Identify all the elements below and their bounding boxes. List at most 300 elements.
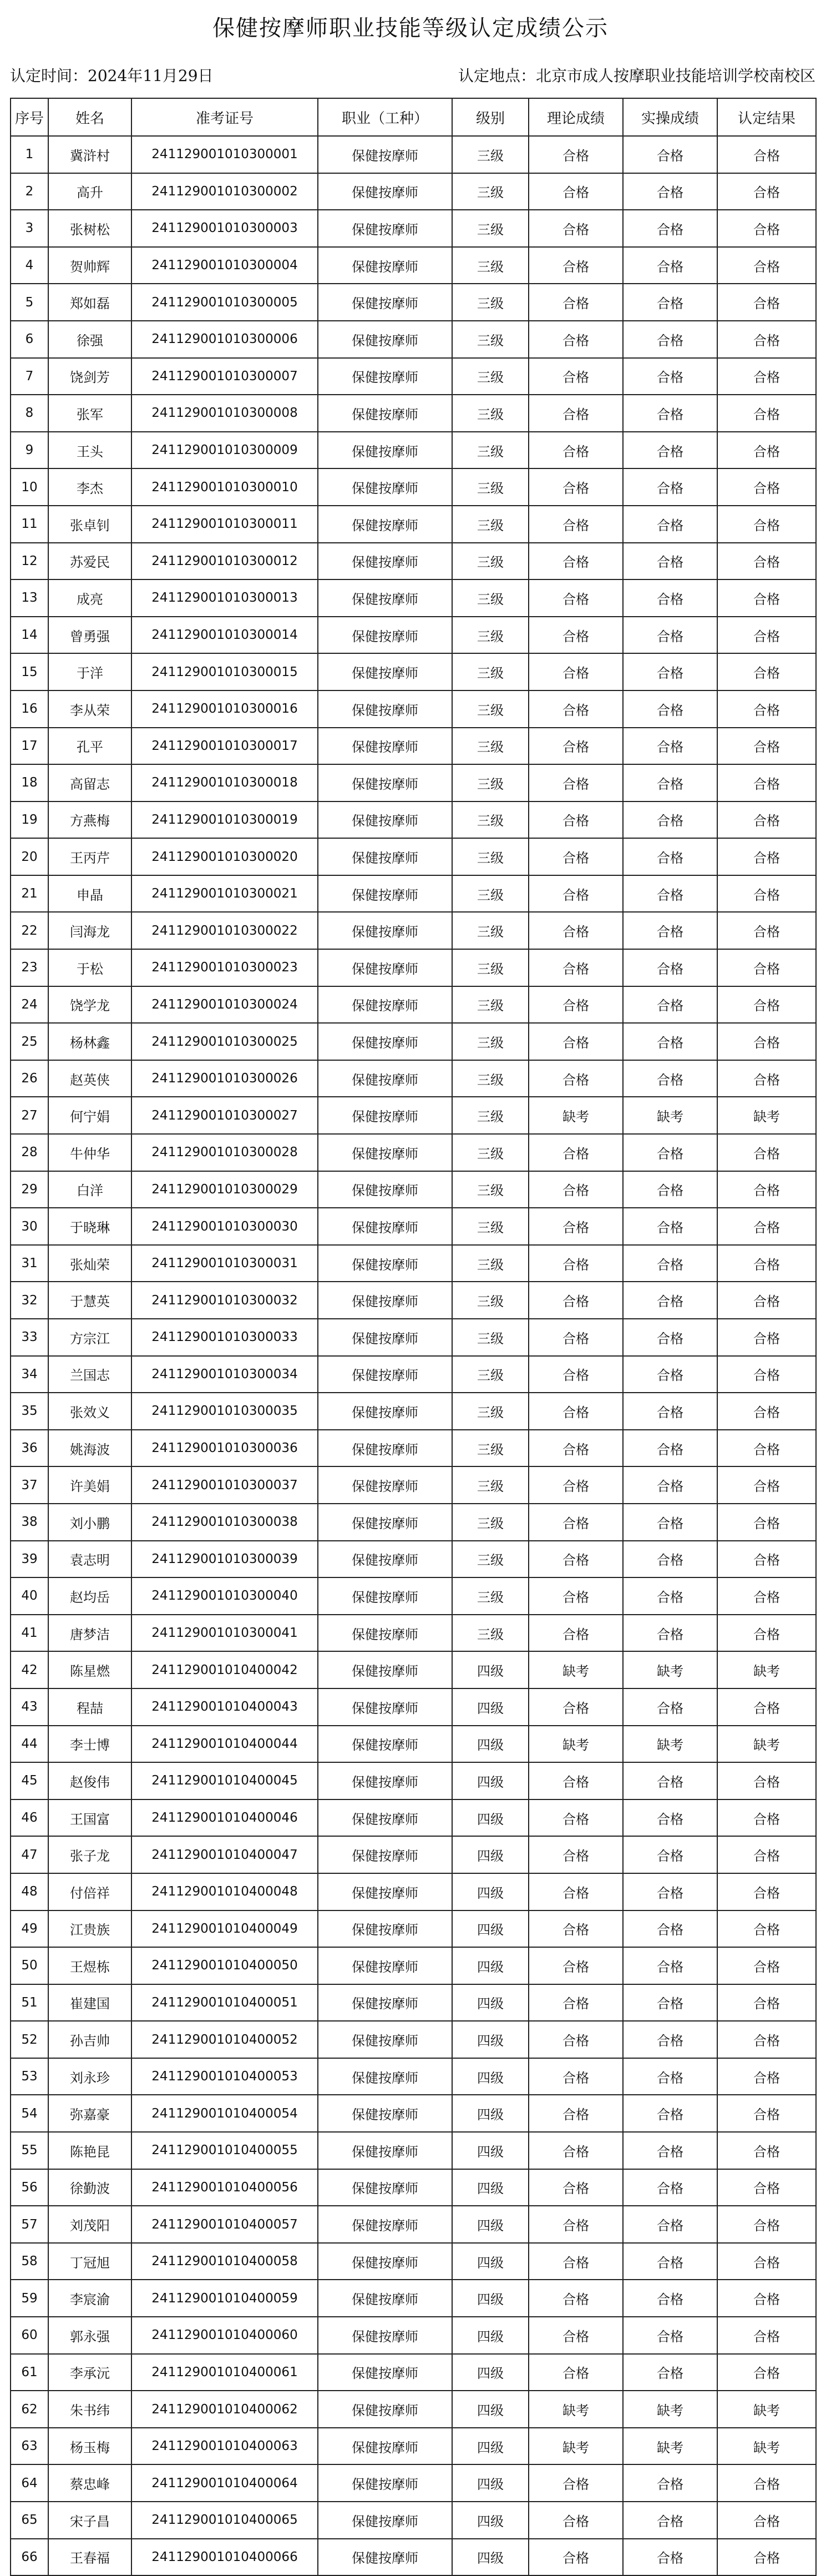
- cell-theory: 合格: [529, 617, 623, 654]
- cell-level: 四级: [452, 2206, 529, 2243]
- cell-index: 4: [11, 247, 48, 284]
- cell-practical: 合格: [623, 1504, 717, 1541]
- cell-theory: 合格: [529, 2243, 623, 2280]
- cell-level: 四级: [452, 1947, 529, 1984]
- cell-theory: 合格: [529, 690, 623, 728]
- table-row: [11, 1356, 816, 1393]
- table-row: [11, 1947, 816, 1984]
- cell-level: 四级: [452, 1836, 529, 1873]
- cell-name: 王煜栋: [48, 1947, 131, 1984]
- cell-result: 合格: [717, 247, 816, 284]
- cell-result: 合格: [717, 1504, 816, 1541]
- cell-cert-number: 241129001010300028: [131, 1134, 318, 1171]
- cell-index: 60: [11, 2317, 48, 2354]
- cell-cert-number: 241129001010300014: [131, 617, 318, 654]
- cell-theory: 合格: [529, 358, 623, 395]
- cell-index: 46: [11, 1799, 48, 1837]
- cell-occupation: 保健按摩师: [318, 1171, 452, 1208]
- cell-index: 1: [11, 136, 48, 173]
- cell-theory: 合格: [529, 1245, 623, 1282]
- cell-cert-number: 241129001010400059: [131, 2280, 318, 2317]
- table-row: [11, 1577, 816, 1615]
- cell-cert-number: 241129001010400058: [131, 2243, 318, 2280]
- cell-theory: 合格: [529, 247, 623, 284]
- cell-level: 三级: [452, 395, 529, 432]
- cell-theory: 合格: [529, 395, 623, 432]
- cell-occupation: 保健按摩师: [318, 2354, 452, 2391]
- cell-theory: 合格: [529, 875, 623, 913]
- cell-occupation: 保健按摩师: [318, 395, 452, 432]
- cell-practical: 合格: [623, 1984, 717, 2022]
- table-row: [11, 764, 816, 801]
- cell-occupation: 保健按摩师: [318, 210, 452, 247]
- cell-name: 于慧英: [48, 1282, 131, 1319]
- cell-name: 贺帅辉: [48, 247, 131, 284]
- cell-practical: 合格: [623, 1208, 717, 1245]
- cell-occupation: 保健按摩师: [318, 1319, 452, 1356]
- cell-name: 赵英侠: [48, 1060, 131, 1097]
- cell-index: 59: [11, 2280, 48, 2317]
- header-cert-number: 准考证号: [131, 98, 318, 136]
- cell-index: 56: [11, 2169, 48, 2206]
- cell-practical: 合格: [623, 136, 717, 173]
- cell-occupation: 保健按摩师: [318, 1282, 452, 1319]
- cell-occupation: 保健按摩师: [318, 912, 452, 949]
- cell-practical: 合格: [623, 210, 717, 247]
- cell-cert-number: 241129001010300023: [131, 949, 318, 986]
- cell-theory: 合格: [529, 2502, 623, 2539]
- cell-result: 合格: [717, 321, 816, 358]
- cell-cert-number: 241129001010400050: [131, 1947, 318, 1984]
- cell-result: 合格: [717, 653, 816, 690]
- table-row: [11, 1726, 816, 1763]
- cell-practical: 合格: [623, 1171, 717, 1208]
- header-theory: 理论成绩: [529, 98, 623, 136]
- cell-theory: 合格: [529, 912, 623, 949]
- table-row: [11, 543, 816, 580]
- cell-name: 付倍祥: [48, 1873, 131, 1910]
- cell-result: 合格: [717, 949, 816, 986]
- table-row: [11, 1910, 816, 1948]
- table-row: [11, 1541, 816, 1578]
- cell-level: 三级: [452, 1356, 529, 1393]
- cell-level: 三级: [452, 284, 529, 321]
- cell-cert-number: 241129001010300035: [131, 1393, 318, 1430]
- table-row: [11, 468, 816, 506]
- cell-practical: 合格: [623, 1060, 717, 1097]
- cell-name: 于洋: [48, 653, 131, 690]
- cell-occupation: 保健按摩师: [318, 1947, 452, 1984]
- cell-result: 合格: [717, 1541, 816, 1578]
- cell-result: 合格: [717, 1430, 816, 1467]
- cell-theory: 合格: [529, 1873, 623, 1910]
- cell-theory: 合格: [529, 173, 623, 210]
- cell-theory: 合格: [529, 1208, 623, 1245]
- cell-practical: 缺考: [623, 1726, 717, 1763]
- cell-theory: 合格: [529, 136, 623, 173]
- cell-practical: 合格: [623, 1356, 717, 1393]
- cell-practical: 合格: [623, 986, 717, 1024]
- cell-occupation: 保健按摩师: [318, 1356, 452, 1393]
- cell-result: 缺考: [717, 1097, 816, 1134]
- cell-index: 14: [11, 617, 48, 654]
- cell-name: 兰国志: [48, 1356, 131, 1393]
- cell-level: 三级: [452, 838, 529, 875]
- cell-occupation: 保健按摩师: [318, 579, 452, 617]
- cell-result: 合格: [717, 912, 816, 949]
- cell-cert-number: 241129001010300010: [131, 468, 318, 506]
- cell-cert-number: 241129001010400053: [131, 2058, 318, 2095]
- cell-index: 43: [11, 1688, 48, 1726]
- cell-result: 合格: [717, 1319, 816, 1356]
- table-row: [11, 986, 816, 1024]
- cell-index: 53: [11, 2058, 48, 2095]
- cell-index: 18: [11, 764, 48, 801]
- cell-cert-number: 241129001010400062: [131, 2391, 318, 2428]
- cell-occupation: 保健按摩师: [318, 2058, 452, 2095]
- cell-occupation: 保健按摩师: [318, 543, 452, 580]
- cell-practical: 合格: [623, 2464, 717, 2502]
- cell-level: 三级: [452, 1430, 529, 1467]
- cell-index: 55: [11, 2132, 48, 2169]
- table-row: [11, 1762, 816, 1799]
- cell-occupation: 保健按摩师: [318, 358, 452, 395]
- cell-name: 张子龙: [48, 1836, 131, 1873]
- cell-result: 合格: [717, 506, 816, 543]
- cell-result: 合格: [717, 136, 816, 173]
- cell-result: 合格: [717, 1356, 816, 1393]
- cell-cert-number: 241129001010400043: [131, 1688, 318, 1726]
- cell-occupation: 保健按摩师: [318, 1060, 452, 1097]
- cell-theory: 合格: [529, 1910, 623, 1948]
- cell-index: 22: [11, 912, 48, 949]
- cell-practical: 合格: [623, 2354, 717, 2391]
- cell-theory: 合格: [529, 838, 623, 875]
- cell-index: 66: [11, 2539, 48, 2576]
- cell-practical: 合格: [623, 764, 717, 801]
- cell-theory: 合格: [529, 1762, 623, 1799]
- cell-cert-number: 241129001010300001: [131, 136, 318, 173]
- cell-result: 合格: [717, 2206, 816, 2243]
- table-body: [11, 136, 816, 2575]
- table-row: [11, 653, 816, 690]
- table-row: [11, 1799, 816, 1837]
- cell-cert-number: 241129001010300003: [131, 210, 318, 247]
- cell-name: 孔平: [48, 728, 131, 765]
- table-row: [11, 1319, 816, 1356]
- cell-theory: 合格: [529, 2280, 623, 2317]
- cell-theory: 合格: [529, 1947, 623, 1984]
- cell-result: 合格: [717, 543, 816, 580]
- cell-name: 李承沅: [48, 2354, 131, 2391]
- cell-name: 郭永强: [48, 2317, 131, 2354]
- header-occupation: 职业（工种）: [318, 98, 452, 136]
- cell-cert-number: 241129001010300009: [131, 432, 318, 469]
- table-row: [11, 2132, 816, 2169]
- cell-name: 高留志: [48, 764, 131, 801]
- cell-level: 四级: [452, 1910, 529, 1948]
- cell-practical: 合格: [623, 1023, 717, 1060]
- cell-level: 四级: [452, 2428, 529, 2465]
- cell-cert-number: 241129001010400044: [131, 1726, 318, 1763]
- cell-theory: 合格: [529, 986, 623, 1024]
- cell-cert-number: 241129001010300006: [131, 321, 318, 358]
- cell-name: 赵均岳: [48, 1577, 131, 1615]
- cell-occupation: 保健按摩师: [318, 321, 452, 358]
- cell-theory: 合格: [529, 1171, 623, 1208]
- cell-occupation: 保健按摩师: [318, 1245, 452, 1282]
- cell-index: 5: [11, 284, 48, 321]
- cell-cert-number: 241129001010400054: [131, 2095, 318, 2132]
- cell-result: 合格: [717, 2502, 816, 2539]
- cell-occupation: 保健按摩师: [318, 617, 452, 654]
- cell-name: 陈艳昆: [48, 2132, 131, 2169]
- cell-name: 弥嘉豪: [48, 2095, 131, 2132]
- cell-cert-number: 241129001010300027: [131, 1097, 318, 1134]
- cell-level: 三级: [452, 1097, 529, 1134]
- cell-index: 58: [11, 2243, 48, 2280]
- cell-name: 刘茂阳: [48, 2206, 131, 2243]
- cell-result: 合格: [717, 173, 816, 210]
- cell-index: 45: [11, 1762, 48, 1799]
- table-row: [11, 2317, 816, 2354]
- cell-theory: 合格: [529, 2095, 623, 2132]
- cell-occupation: 保健按摩师: [318, 173, 452, 210]
- cell-name: 崔建国: [48, 1984, 131, 2022]
- cell-name: 李宸渝: [48, 2280, 131, 2317]
- cell-name: 李士博: [48, 1726, 131, 1763]
- cell-occupation: 保健按摩师: [318, 284, 452, 321]
- results-table: [10, 98, 817, 2576]
- cell-level: 三级: [452, 247, 529, 284]
- cell-practical: 合格: [623, 653, 717, 690]
- cell-occupation: 保健按摩师: [318, 468, 452, 506]
- cell-cert-number: 241129001010300015: [131, 653, 318, 690]
- cell-cert-number: 241129001010400060: [131, 2317, 318, 2354]
- cell-level: 四级: [452, 2058, 529, 2095]
- cell-cert-number: 241129001010300018: [131, 764, 318, 801]
- cell-theory: 合格: [529, 653, 623, 690]
- cell-practical: 合格: [623, 2095, 717, 2132]
- cell-theory: 合格: [529, 284, 623, 321]
- cell-index: 48: [11, 1873, 48, 1910]
- cell-cert-number: 241129001010400051: [131, 1984, 318, 2022]
- cell-occupation: 保健按摩师: [318, 1504, 452, 1541]
- cell-level: 四级: [452, 2502, 529, 2539]
- cell-name: 王国富: [48, 1799, 131, 1837]
- cell-theory: 合格: [529, 764, 623, 801]
- cell-level: 三级: [452, 506, 529, 543]
- cell-result: 合格: [717, 2464, 816, 2502]
- cell-level: 三级: [452, 617, 529, 654]
- cell-practical: 合格: [623, 2058, 717, 2095]
- cell-index: 21: [11, 875, 48, 913]
- cell-name: 孙吉帅: [48, 2021, 131, 2058]
- cell-index: 36: [11, 1430, 48, 1467]
- cell-result: 合格: [717, 617, 816, 654]
- table-row: [11, 1984, 816, 2022]
- cell-level: 三级: [452, 1282, 529, 1319]
- cell-result: 缺考: [717, 1651, 816, 1688]
- cell-name: 丁冠旭: [48, 2243, 131, 2280]
- cell-level: 三级: [452, 432, 529, 469]
- cell-occupation: 保健按摩师: [318, 247, 452, 284]
- cell-index: 16: [11, 690, 48, 728]
- cell-result: 合格: [717, 2317, 816, 2354]
- cell-level: 四级: [452, 2169, 529, 2206]
- cell-level: 三级: [452, 1245, 529, 1282]
- cell-occupation: 保健按摩师: [318, 2502, 452, 2539]
- cell-result: 合格: [717, 1466, 816, 1504]
- table-row: [11, 284, 816, 321]
- cell-name: 张军: [48, 395, 131, 432]
- cell-theory: 合格: [529, 579, 623, 617]
- cell-level: 四级: [452, 2354, 529, 2391]
- cell-result: 合格: [717, 1615, 816, 1652]
- cell-index: 57: [11, 2206, 48, 2243]
- exam-info: [0, 52, 821, 98]
- cell-result: 合格: [717, 2354, 816, 2391]
- cell-practical: 合格: [623, 1245, 717, 1282]
- cell-cert-number: 241129001010400061: [131, 2354, 318, 2391]
- cell-level: 三级: [452, 653, 529, 690]
- table-row: [11, 838, 816, 875]
- cell-occupation: 保健按摩师: [318, 2095, 452, 2132]
- cell-theory: 合格: [529, 432, 623, 469]
- cell-occupation: 保健按摩师: [318, 1541, 452, 1578]
- cell-name: 牛仲华: [48, 1134, 131, 1171]
- cell-index: 19: [11, 801, 48, 839]
- cell-occupation: 保健按摩师: [318, 2539, 452, 2576]
- cell-result: 合格: [717, 1984, 816, 2022]
- cell-result: 缺考: [717, 2428, 816, 2465]
- cell-theory: 合格: [529, 1134, 623, 1171]
- cell-cert-number: 241129001010300025: [131, 1023, 318, 1060]
- table-row: [11, 949, 816, 986]
- cell-name: 于晓琳: [48, 1208, 131, 1245]
- table-row: [11, 1208, 816, 1245]
- cell-name: 袁志明: [48, 1541, 131, 1578]
- cell-practical: 合格: [623, 728, 717, 765]
- cell-occupation: 保健按摩师: [318, 1651, 452, 1688]
- cell-practical: 合格: [623, 2280, 717, 2317]
- table-row: [11, 1615, 816, 1652]
- cell-level: 三级: [452, 1577, 529, 1615]
- table-row: [11, 1651, 816, 1688]
- cell-occupation: 保健按摩师: [318, 2206, 452, 2243]
- cell-index: 29: [11, 1171, 48, 1208]
- table-row: [11, 173, 816, 210]
- cell-index: 15: [11, 653, 48, 690]
- cell-cert-number: 241129001010300032: [131, 1282, 318, 1319]
- header-name: 姓名: [48, 98, 131, 136]
- cell-practical: 合格: [623, 1282, 717, 1319]
- cell-occupation: 保健按摩师: [318, 1466, 452, 1504]
- cell-practical: 合格: [623, 1836, 717, 1873]
- cell-cert-number: 241129001010300012: [131, 543, 318, 580]
- cell-result: 合格: [717, 2243, 816, 2280]
- cell-level: 四级: [452, 1688, 529, 1726]
- cell-level: 三级: [452, 1060, 529, 1097]
- cell-level: 四级: [452, 2539, 529, 2576]
- cell-index: 26: [11, 1060, 48, 1097]
- cell-practical: 合格: [623, 284, 717, 321]
- cell-cert-number: 241129001010300037: [131, 1466, 318, 1504]
- cell-practical: 合格: [623, 2502, 717, 2539]
- cell-name: 饶剑芳: [48, 358, 131, 395]
- cell-theory: 合格: [529, 2317, 623, 2354]
- cell-theory: 合格: [529, 1615, 623, 1652]
- cell-level: 四级: [452, 1984, 529, 2022]
- table-row: [11, 1393, 816, 1430]
- cell-practical: 缺考: [623, 2428, 717, 2465]
- cell-theory: 合格: [529, 1023, 623, 1060]
- cell-result: 合格: [717, 728, 816, 765]
- cell-index: 40: [11, 1577, 48, 1615]
- table-row: [11, 875, 816, 913]
- cell-result: 合格: [717, 1577, 816, 1615]
- cell-practical: 合格: [623, 358, 717, 395]
- cell-index: 47: [11, 1836, 48, 1873]
- cell-practical: 合格: [623, 1466, 717, 1504]
- cell-cert-number: 241129001010300004: [131, 247, 318, 284]
- cell-name: 赵俊伟: [48, 1762, 131, 1799]
- cell-index: 3: [11, 210, 48, 247]
- cell-result: 合格: [717, 432, 816, 469]
- cell-result: 合格: [717, 875, 816, 913]
- cell-index: 50: [11, 1947, 48, 1984]
- cell-result: 合格: [717, 1171, 816, 1208]
- header-level: 级别: [452, 98, 529, 136]
- cell-result: 合格: [717, 1799, 816, 1837]
- cell-level: 四级: [452, 2280, 529, 2317]
- cell-practical: 合格: [623, 875, 717, 913]
- cell-index: 13: [11, 579, 48, 617]
- cell-cert-number: 241129001010400063: [131, 2428, 318, 2465]
- table-row: [11, 358, 816, 395]
- exam-time: 认定时间：2024年11月29日: [10, 67, 214, 85]
- cell-cert-number: 241129001010300022: [131, 912, 318, 949]
- cell-level: 四级: [452, 1762, 529, 1799]
- cell-occupation: 保健按摩师: [318, 1726, 452, 1763]
- table-row: [11, 2058, 816, 2095]
- table-row: [11, 2095, 816, 2132]
- cell-result: 合格: [717, 2132, 816, 2169]
- cell-result: 合格: [717, 801, 816, 839]
- cell-theory: 合格: [529, 2169, 623, 2206]
- cell-cert-number: 241129001010400048: [131, 1873, 318, 1910]
- cell-cert-number: 241129001010300007: [131, 358, 318, 395]
- cell-index: 41: [11, 1615, 48, 1652]
- cell-name: 王丙芹: [48, 838, 131, 875]
- cell-name: 蔡忠峰: [48, 2464, 131, 2502]
- cell-level: 三级: [452, 986, 529, 1024]
- cell-result: 合格: [717, 2280, 816, 2317]
- cell-theory: 合格: [529, 2021, 623, 2058]
- table-row: [11, 2206, 816, 2243]
- table-row: [11, 2021, 816, 2058]
- cell-occupation: 保健按摩师: [318, 1615, 452, 1652]
- cell-index: 30: [11, 1208, 48, 1245]
- table-row: [11, 801, 816, 839]
- cell-name: 刘永珍: [48, 2058, 131, 2095]
- cell-practical: 合格: [623, 1393, 717, 1430]
- cell-cert-number: 241129001010300033: [131, 1319, 318, 1356]
- cell-cert-number: 241129001010300016: [131, 690, 318, 728]
- cell-practical: 合格: [623, 1541, 717, 1578]
- cell-name: 郑如磊: [48, 284, 131, 321]
- table-row: [11, 1171, 816, 1208]
